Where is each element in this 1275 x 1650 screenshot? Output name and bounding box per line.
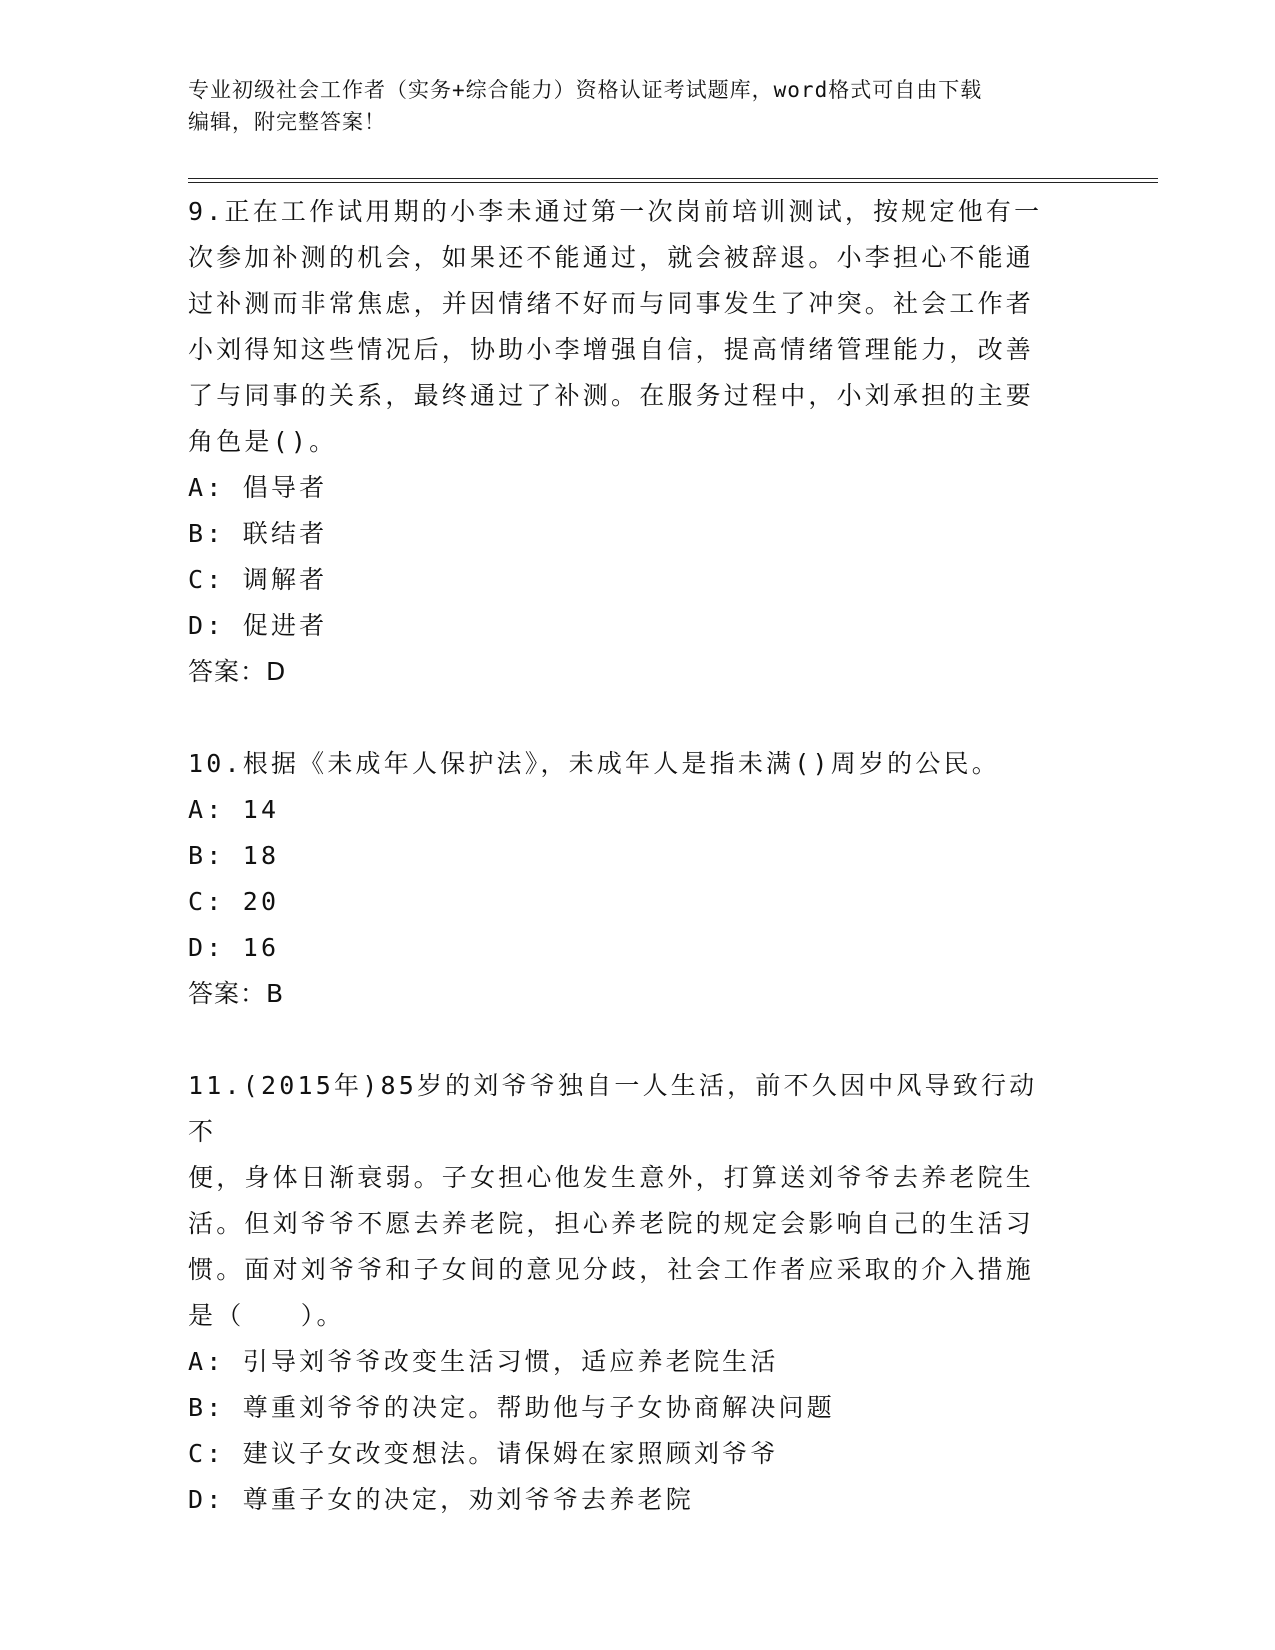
stem-line: 是（ ）。	[188, 1301, 345, 1330]
option-d: D: 促进者	[188, 611, 328, 640]
stem-line: 惯。面对刘爷爷和子女间的意见分歧，社会工作者应采取的介入措施	[188, 1255, 1035, 1284]
question-9	[188, 189, 1058, 695]
spacer	[188, 1017, 1058, 1063]
option-d: D: 16	[188, 933, 280, 962]
stem-line: 了与同事的关系，最终通过了补测。在服务过程中，小刘承担的主要	[188, 381, 1035, 410]
header-divider-bottom	[188, 182, 1158, 183]
option-a: A: 14	[188, 795, 280, 824]
stem-line: 次参加补测的机会，如果还不能通过，就会被辞退。小李担心不能通	[188, 243, 1035, 272]
question-11-stem	[188, 1063, 1058, 1339]
stem-line: 过补测而非常焦虑，并因情绪不好而与同事发生了冲突。社会工作者	[188, 289, 1035, 318]
header-line-2: 编辑，附完整答案！	[188, 110, 386, 134]
header-divider-top	[188, 178, 1158, 179]
stem-line: 9.正在工作试用期的小李未通过第一次岗前培训测试，按规定他有一	[188, 197, 1043, 226]
spacer	[188, 695, 1058, 741]
question-list	[188, 189, 1058, 1523]
stem-line: 活。但刘爷爷不愿去养老院，担心养老院的规定会影响自己的生活习	[188, 1209, 1035, 1238]
question-10	[188, 741, 1058, 1017]
stem-line: 10.根据《未成年人保护法》，未成年人是指未满()周岁的公民。	[188, 749, 1000, 778]
question-10-stem	[188, 741, 1058, 787]
question-9-stem	[188, 189, 1058, 465]
option-b: B: 尊重刘爷爷的决定。帮助他与子女协商解决问题	[188, 1393, 835, 1422]
document-header	[188, 74, 1088, 138]
answer: 答案：D	[188, 657, 287, 686]
option-a: A: 引导刘爷爷改变生活习惯，适应养老院生活	[188, 1347, 779, 1376]
stem-line: 11.(2015年)85岁的刘爷爷独自一人生活，前不久因中风导致行动不	[188, 1071, 1038, 1146]
option-c: C: 调解者	[188, 565, 328, 594]
option-d: D: 尊重子女的决定，劝刘爷爷去养老院	[188, 1485, 694, 1514]
option-b: B: 18	[188, 841, 280, 870]
stem-line: 角色是()。	[188, 427, 338, 456]
question-11	[188, 1063, 1058, 1523]
option-a: A: 倡导者	[188, 473, 328, 502]
option-c: C: 20	[188, 887, 280, 916]
header-line-1: 专业初级社会工作者（实务+综合能力）资格认证考试题库，word格式可自由下载	[188, 78, 983, 102]
answer: 答案：B	[188, 979, 285, 1008]
option-c: C: 建议子女改变想法。请保姆在家照顾刘爷爷	[188, 1439, 779, 1468]
option-b: B: 联结者	[188, 519, 328, 548]
stem-line: 便，身体日渐衰弱。子女担心他发生意外，打算送刘爷爷去养老院生	[188, 1163, 1035, 1192]
stem-line: 小刘得知这些情况后，协助小李增强自信，提高情绪管理能力，改善	[188, 335, 1035, 364]
